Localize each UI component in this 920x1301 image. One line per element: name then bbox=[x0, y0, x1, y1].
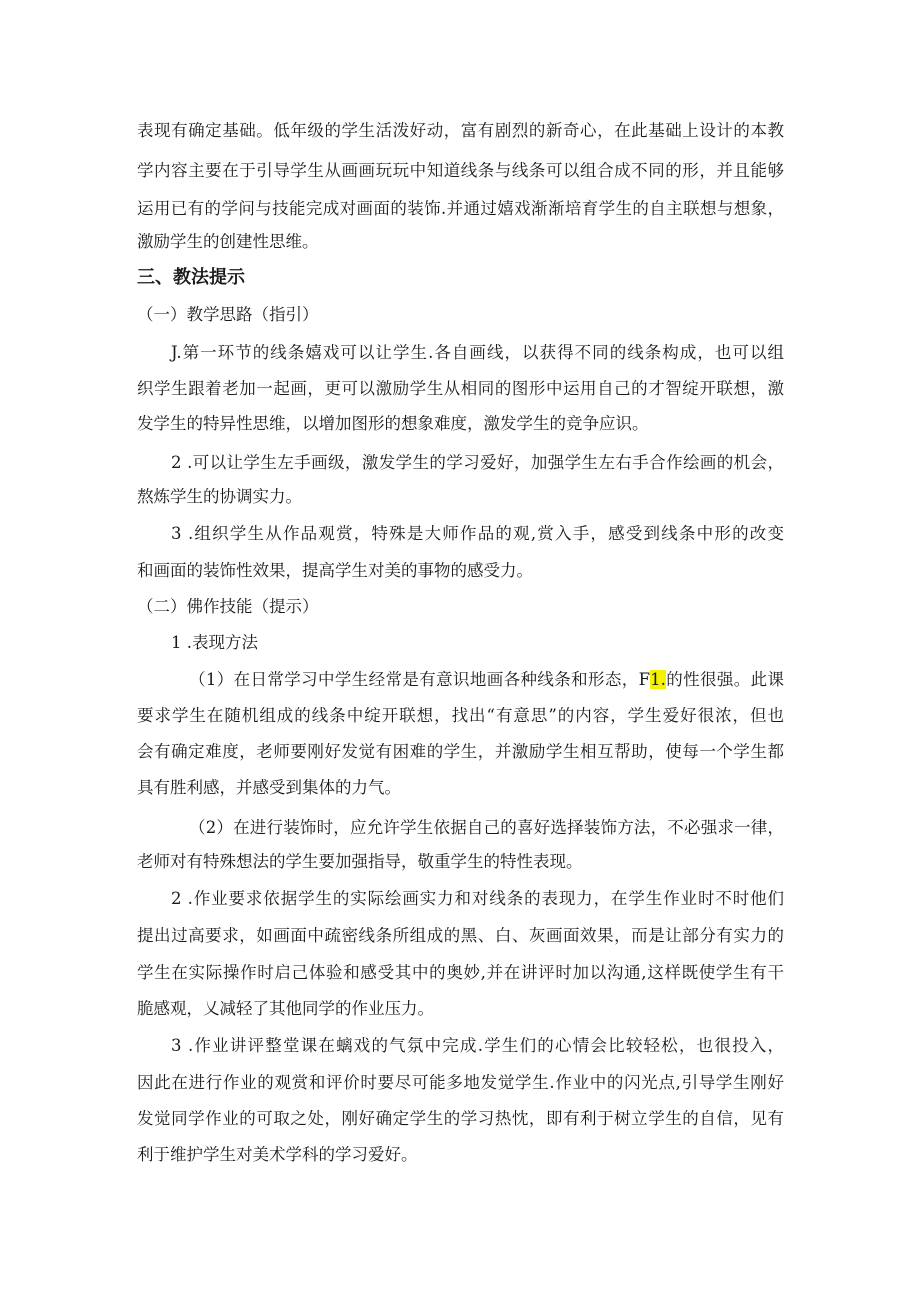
item-2b-line-3: 学生在实际操作时启己体验和感受其中的奥妙,并在讲评时加以沟通,这样既使学生有干 bbox=[137, 963, 784, 982]
item-2a-line-1: 2 .可以让学生左手画级，激发学生的学习爱好，加强学生左右手合作绘画的机会， bbox=[171, 453, 784, 472]
highlighted-text: 1. bbox=[650, 670, 666, 689]
intro-line-3: 运用已有的学问与技能完成对画面的装饰.并通过嬉戏渐渐培育学生的自主联想与想象， bbox=[137, 199, 784, 218]
subsection-title-2: （二）佛作技能（提示） bbox=[137, 597, 319, 616]
subsection-title-1: （一）教学思路（指引） bbox=[137, 305, 319, 324]
item-p2-line-2: 老师对有特殊想法的学生要加强指导，敬重学生的特性表现。 bbox=[137, 852, 583, 871]
item-j-line-2: 织学生跟着老加一起画，更可以激励学生从相同的图形中运用自己的才智绽开联想，激 bbox=[137, 379, 784, 398]
item-p2-line-1: （2）在进行装饰时，应允许学生依据自己的喜好选择装饰方法，不必强求一律， bbox=[189, 818, 784, 837]
item-3b-line-2: 因此在进行作业的观赏和评价时要尽可能多地发觉学生.作业中的闪光点,引导学生刚好 bbox=[137, 1073, 784, 1092]
item-3a-line-2: 和画面的装饰性效果，提高学生对美的事物的感受力。 bbox=[137, 561, 533, 580]
item-p1-line-2: 要求学生在随机组成的线条中绽开联想，找出“有意思”的内容，学生爱好很浓，但也 bbox=[137, 706, 784, 725]
intro-line-2: 学内容主要在于引导学生从画画玩玩中知道线条与线条可以组合成不同的形，并且能够 bbox=[137, 161, 784, 180]
item-2b-line-2: 提出过高要求，如画面中疏密线条所组成的黑、白、灰画面效果，而是让部分有实力的 bbox=[137, 926, 784, 945]
item-1b: 1 .表现方法 bbox=[171, 633, 258, 652]
item-p1-text-a: （1）在日常学习中学生经常是有意识地画各种线条和形态，F bbox=[189, 670, 651, 689]
item-j-line-3: 发学生的特异性思维，以增加图形的想象难度，激发学生的竞争应识。 bbox=[137, 414, 649, 433]
intro-line-1: 表现有确定基础。低年级的学生活泼好动，富有剧烈的新奇心，在此基础上设计的本教 bbox=[137, 121, 784, 140]
item-p1-line-1 bbox=[189, 670, 784, 690]
item-2b-line-4: 脆感观，乂减轻了其他同学的作业压力。 bbox=[137, 999, 434, 1018]
item-p1-text-b: 的性很强。此课 bbox=[665, 670, 784, 689]
item-2b-line-1: 2 .作业要求依据学生的实际绘画实力和对线条的表现力，在学生作业时不时他们 bbox=[171, 889, 784, 908]
intro-line-4: 激励学生的创建性思维。 bbox=[137, 232, 319, 251]
item-3b-line-3: 发觉同学作业的可取之处，刚好确定学生的学习热忱，即有利于树立学生的自信，见有 bbox=[137, 1109, 784, 1128]
item-3b-line-4: 利于维护学生对美术学科的学习爱好。 bbox=[137, 1145, 418, 1164]
item-p1-line-4: 具有胜利感，并感受到集体的力气。 bbox=[137, 778, 401, 797]
item-p1-line-3: 会有确定难度，老师要刚好发觉有困难的学生，并激励学生相互帮助，使每一个学生都 bbox=[137, 742, 784, 761]
section-heading: 三、教法提示 bbox=[137, 267, 245, 288]
item-2a-line-2: 熬炼学生的协调实力。 bbox=[137, 487, 302, 506]
item-3b-line-1: 3 .作业讲评整堂课在螭戏的气氛中完成.学生们的心情会比较轻松，也很投入， bbox=[171, 1036, 784, 1055]
item-3a-line-1: 3 .组织学生从作品观赏，特殊是大师作品的观,赏入手，感受到线条中形的改变 bbox=[171, 524, 784, 543]
item-j-line-1: J.第一环节的线条嬉戏可以让学生.各自画线，以获得不同的线条构成，也可以组 bbox=[171, 343, 784, 362]
